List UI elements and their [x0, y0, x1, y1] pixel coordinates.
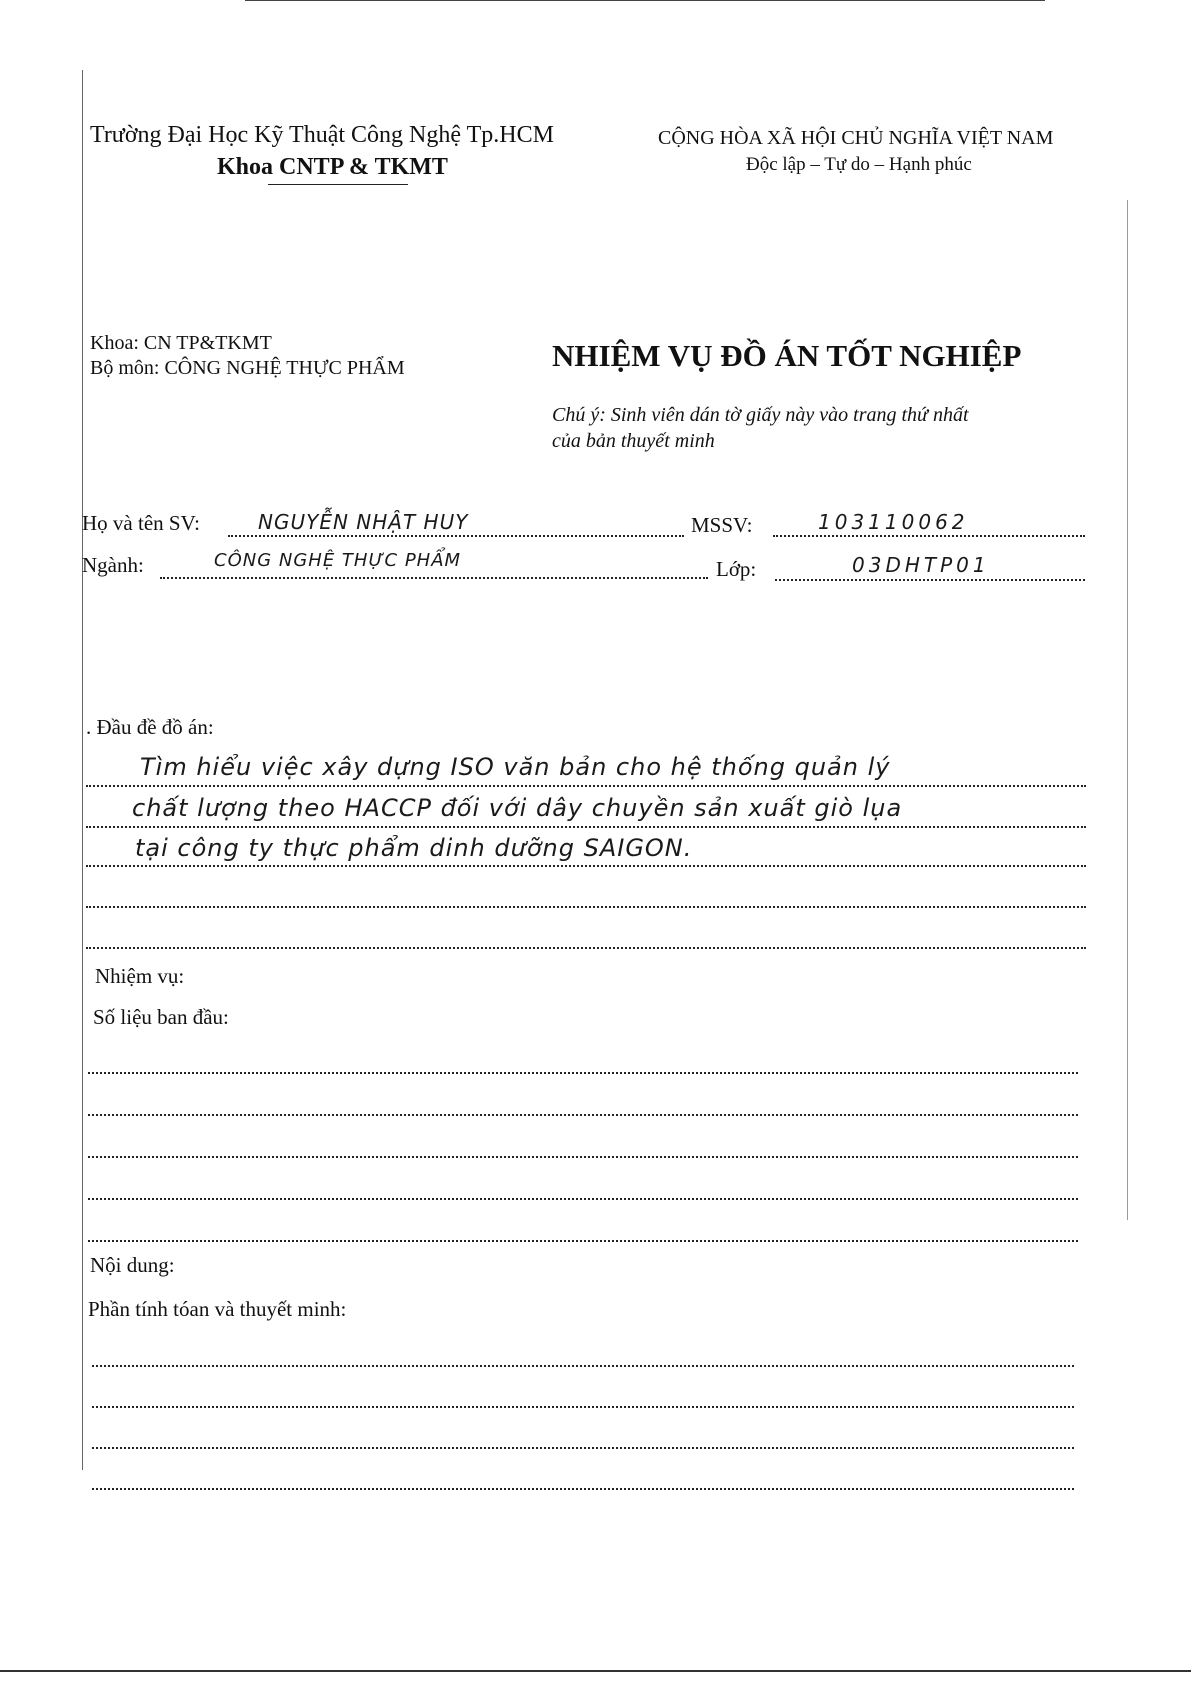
student-name-value: NGUYỄN NHẬT HUY: [258, 510, 469, 534]
lop-label: Lớp:: [716, 557, 757, 581]
note-line-1: Chú ý: Sinh viên dán tờ giấy này vào trang thứ nhất: [552, 404, 969, 426]
initial-data-dotline-5: [88, 1240, 1078, 1242]
calc-dotline-1: [92, 1365, 1074, 1367]
initial-data-label: Số liệu ban đầu:: [93, 1005, 229, 1029]
topic-line-2: chất lượng theo HACCP đối với dây chuyền sản xuất giò lụa: [132, 794, 903, 822]
bo-mon-label: Bộ môn: CÔNG NGHỆ THỰC PHẨM: [90, 357, 405, 379]
scan-right-margin-line: [1127, 200, 1128, 1220]
mssv-label: MSSV:: [691, 513, 753, 537]
topic-dotline-2: [86, 826, 1086, 828]
scan-top-edge: [245, 0, 1045, 1]
topic-dotline-4: [86, 906, 1086, 908]
topic-dotline-5: [86, 947, 1086, 949]
topic-dotline-1: [86, 785, 1086, 787]
note-line-2: của bản thuyết minh: [552, 430, 715, 452]
initial-data-dotline-3: [88, 1156, 1078, 1158]
faculty-underline: [268, 184, 408, 185]
mssv-value: 103110062: [818, 510, 969, 534]
lop-value: 03DHTP01: [852, 553, 990, 577]
initial-data-dotline-4: [88, 1198, 1078, 1200]
initial-data-dotline-1: [88, 1072, 1078, 1074]
khoa-label: Khoa: CN TP&TKMT: [90, 332, 272, 354]
page-title: NHIỆM VỤ ĐỒ ÁN TỐT NGHIỆP: [552, 338, 1022, 373]
mssv-dotline: [773, 535, 1085, 537]
student-name-label: Họ và tên SV:: [82, 511, 201, 535]
calc-dotline-3: [92, 1447, 1074, 1449]
topic-line-1: Tìm hiểu việc xây dựng ISO văn bản cho hệ thống quản lý: [140, 753, 891, 781]
topic-dotline-3: [86, 865, 1086, 867]
calc-dotline-4: [92, 1488, 1074, 1490]
tasks-label: Nhiệm vụ:: [95, 964, 185, 988]
nation-name: CỘNG HÒA XÃ HỘI CHỦ NGHĨA VIỆT NAM: [658, 127, 1054, 149]
topic-label: . Đầu đề đồ án:: [86, 715, 214, 739]
topic-line-3: tại công ty thực phẩm dinh dưỡng SAIGON.: [135, 834, 693, 862]
initial-data-dotline-2: [88, 1114, 1078, 1116]
lop-dotline: [775, 579, 1085, 581]
student-name-dotline: [228, 535, 684, 537]
calc-dotline-2: [92, 1406, 1074, 1408]
calc-label: Phần tính tóan và thuyết minh:: [88, 1297, 347, 1321]
content-label: Nội dung:: [90, 1253, 175, 1277]
scan-left-margin-line: [82, 70, 83, 1470]
scan-bottom-edge: [0, 1670, 1191, 1672]
school-name: Trường Đại Học Kỹ Thuật Công Nghệ Tp.HCM: [90, 122, 554, 148]
nganh-label: Ngành:: [82, 553, 144, 577]
nganh-dotline: [160, 577, 708, 579]
motto: Độc lập – Tự do – Hạnh phúc: [746, 154, 972, 175]
nganh-value: CÔNG NGHỆ THỰC PHẨM: [214, 550, 462, 571]
faculty-name: Khoa CNTP & TKMT: [217, 154, 448, 180]
